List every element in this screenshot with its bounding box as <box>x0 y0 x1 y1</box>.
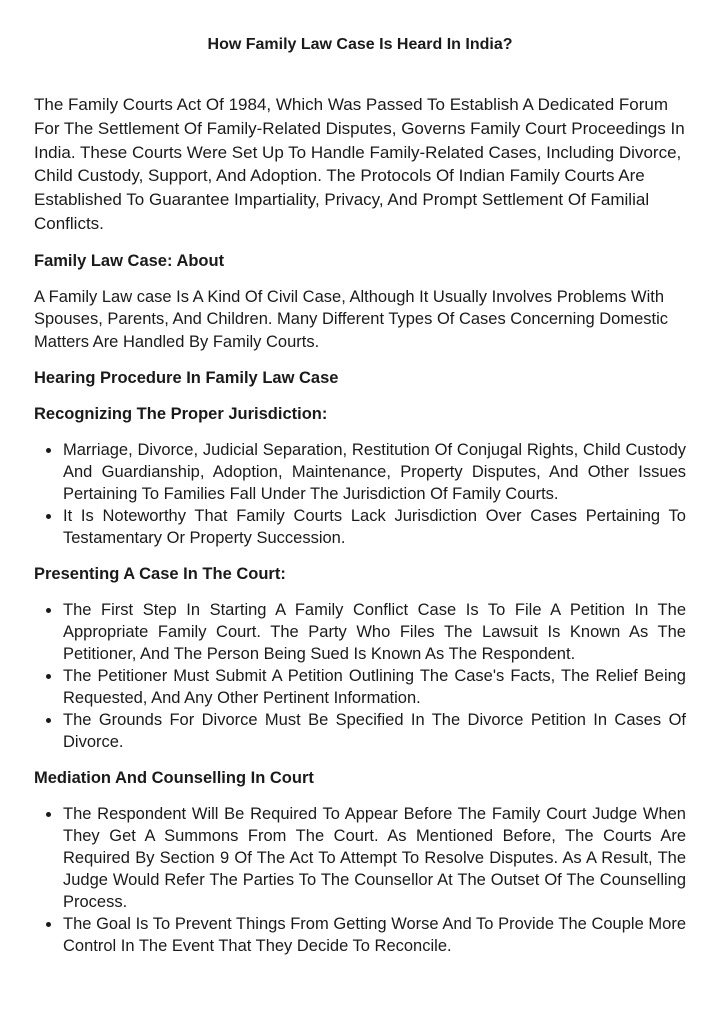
jurisdiction-heading: Recognizing The Proper Jurisdiction: <box>34 405 328 424</box>
about-heading: Family Law Case: About <box>34 251 225 270</box>
mediation-list <box>34 803 686 957</box>
list-item: The Grounds For Divorce Must Be Specified In The Divorce Petition In Cases Of Divorce. <box>63 711 686 752</box>
list-item: The Goal Is To Prevent Things From Getting Worse And To Provide The Couple More Control In The Event That They Decide To Reconcile. <box>63 915 686 956</box>
page-title: How Family Law Case Is Heard In India? <box>207 36 513 53</box>
intro-paragraph: The Family Courts Act Of 1984, Which Was Passed To Establish A Dedicated Forum For The Settlement Of Family-Related Disputes, Governs Family Court Proceedings In India. These Courts Were Set Up To Handle Family-Related Cases, Including Divorce, Child Custody, Support, And Adoption. The Protocols Of Indian Family Courts Are Established To Guarantee Impartiality, Privacy, And Prompt Settlement Of Familial Conflicts. <box>34 95 685 233</box>
jurisdiction-list <box>34 439 686 549</box>
mediation-heading: Mediation And Counselling In Court <box>34 769 314 788</box>
about-paragraph: A Family Law case Is A Kind Of Civil Case, Although It Usually Involves Problems With Spouses, Parents, And Children. Many Different Types Of Cases Concerning Domestic Matters Are Handled By Family Courts. <box>34 287 669 351</box>
list-item: The Respondent Will Be Required To Appear Before The Family Court Judge When They Get A Summons From The Court. As Mentioned Before, The Courts Are Required By Section 9 Of The Act To Attempt To Resolve Disputes. As A Result, The Judge Would Refer The Parties To The Counsellor At The Outset Of The Counselling Process. <box>63 805 686 912</box>
presenting-list <box>34 599 686 753</box>
procedure-heading: Hearing Procedure In Family Law Case <box>34 369 339 388</box>
list-item: The First Step In Starting A Family Conflict Case Is To File A Petition In The Appropriate Family Court. The Party Who Files The Lawsuit Is Known As The Petitioner, And The Person Being Sued Is Known As The Respondent. <box>63 601 686 664</box>
list-item: It Is Noteworthy That Family Courts Lack Jurisdiction Over Cases Pertaining To Testamentary Or Property Succession. <box>63 507 686 548</box>
list-item: The Petitioner Must Submit A Petition Outlining The Case's Facts, The Relief Being Requested, And Any Other Pertinent Information. <box>63 667 686 708</box>
presenting-heading: Presenting A Case In The Court: <box>34 565 286 584</box>
list-item: Marriage, Divorce, Judicial Separation, Restitution Of Conjugal Rights, Child Custody And Guardianship, Adoption, Maintenance, Property Disputes, And Other Issues Pertaining To Families Fall Under The Jurisdiction Of Family Courts. <box>63 441 686 504</box>
